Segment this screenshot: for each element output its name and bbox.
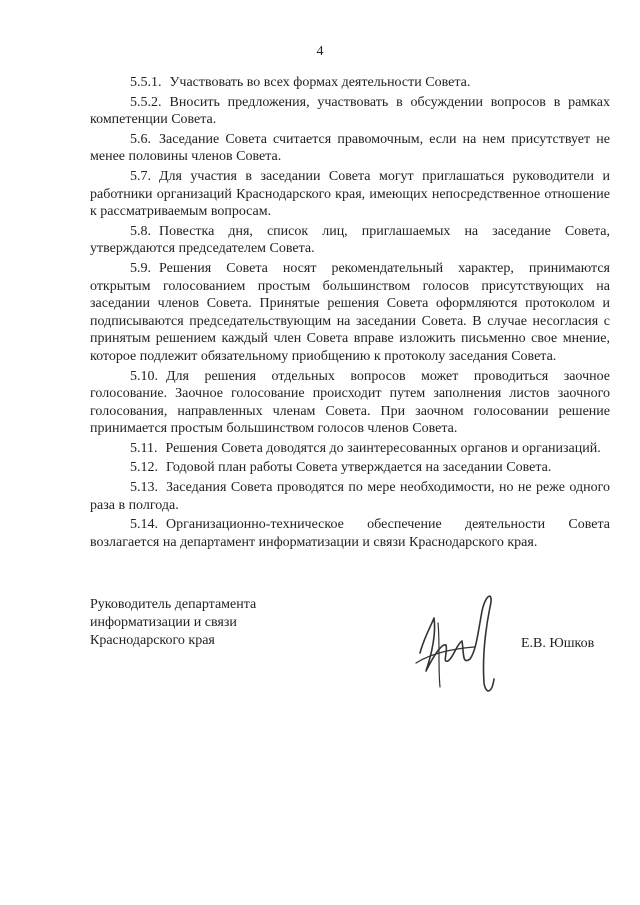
- paragraph-text: Повестка дня, список лиц, приглашаемых на заседание Совета, утверждаются председателем Совета.: [90, 223, 610, 257]
- paragraph-number: 5.11.: [130, 440, 158, 456]
- signatory-title-line: информатизации и связи: [90, 615, 237, 630]
- paragraph-5-9: [90, 260, 610, 366]
- paragraph-number: 5.14.: [130, 517, 158, 533]
- paragraph-number: 5.8.: [130, 223, 151, 239]
- paragraph-number: 5.12.: [130, 460, 158, 476]
- paragraph-text: Решения Совета носят рекомендательный характер, принимаются открытым голосованием простым большинством голосов присутствующих на заседании членов Совета. Принятые решения Совета оформляются протоколом и подписываются председательствующим на заседании Совета. В случае несогласия с принятым решением каждый член Совета вправе изложить письменно свое мнение, которое подлежит обязательному приобщению к протоколу заседания Совета.: [90, 260, 610, 364]
- paragraph-text: Заседание Совета считается правомочным, если на нем присутствует не менее половины членов Совета.: [90, 131, 610, 165]
- paragraph-5-5-1: [90, 74, 610, 92]
- paragraph-5-11: [90, 440, 610, 458]
- signatory-title-line: Краснодарского края: [90, 633, 215, 648]
- paragraph-5-14: [90, 516, 610, 551]
- paragraph-text: Годовой план работы Совета утверждается на заседании Совета.: [166, 460, 552, 476]
- paragraph-text: Организационно-техническое обеспечение деятельности Совета возлагается на департамент информатизации и связи Краснодарского края.: [90, 517, 610, 550]
- paragraph-number: 5.5.1.: [130, 75, 162, 90]
- paragraph-number: 5.5.2.: [130, 94, 162, 110]
- paragraph-number: 5.9.: [130, 260, 151, 276]
- paragraph-number: 5.7.: [130, 168, 151, 184]
- signatory-title: [90, 596, 256, 650]
- paragraph-text: Для участия в заседании Совета могут приглашаться руководители и работники организаций Краснодарского края, имеющих непосредственное отношение к рассматриваемым вопросам.: [90, 168, 610, 220]
- paragraph-number: 5.13.: [130, 480, 158, 496]
- paragraph-5-5-2: [90, 94, 610, 129]
- paragraph-text: Заседания Совета проводятся по мере необходимости, но не реже одного раза в полгода.: [90, 480, 610, 513]
- paragraph-text: Для решения отдельных вопросов может проводиться заочное голосование. Заочное голосование происходит путем заполнения листов заочного голосования, направленных членам Совета. При заочном голосовании решение принимается простым большинством голосов членов Совета.: [90, 368, 610, 437]
- paragraph-text: Вносить предложения, участвовать в обсуждении вопросов в рамках компетенции Совета.: [90, 94, 610, 128]
- paragraph-5-6: [90, 131, 610, 166]
- paragraph-5-12: [90, 459, 610, 477]
- paragraph-number: 5.6.: [130, 131, 151, 147]
- paragraph-text: Участвовать во всех формах деятельности Совета.: [169, 75, 471, 90]
- document-body: [90, 74, 610, 553]
- paragraph-number: 5.10.: [130, 368, 158, 384]
- paragraph-5-7: [90, 168, 610, 221]
- handwritten-signature: [412, 583, 502, 703]
- page-number: 4: [316, 44, 324, 59]
- paragraph-5-13: [90, 479, 610, 514]
- signer-name: Е.В. Юшков: [521, 636, 595, 651]
- paragraph-5-10: [90, 368, 610, 438]
- signatory-title-line: Руководитель департамента: [90, 597, 257, 612]
- paragraph-text: Решения Совета доводятся до заинтересованных органов и организаций.: [165, 440, 601, 456]
- paragraph-5-8: [90, 223, 610, 258]
